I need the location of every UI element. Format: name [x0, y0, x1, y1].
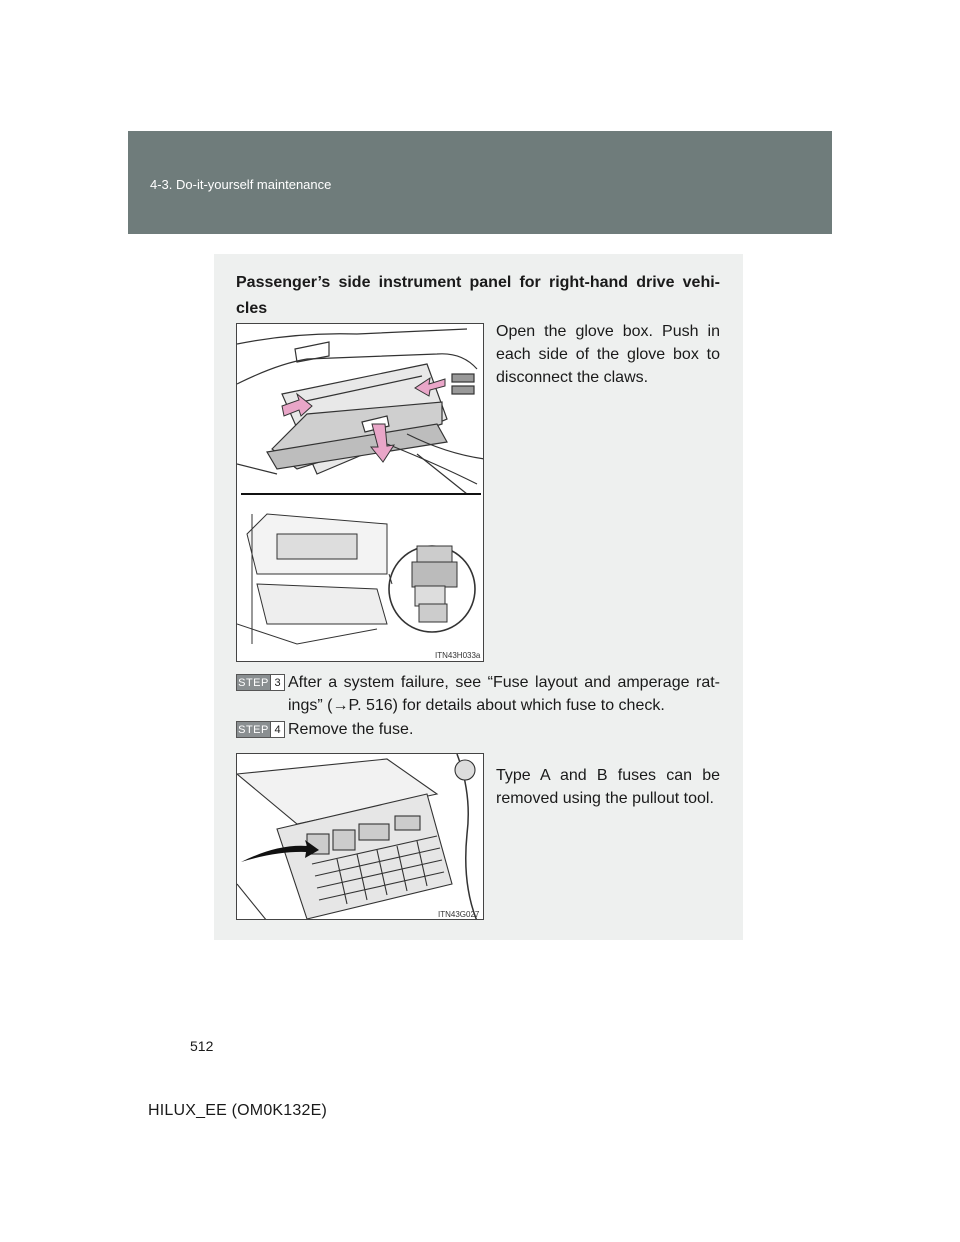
page-number: 512: [190, 1038, 214, 1054]
glove-box-drawing: [237, 324, 484, 662]
manual-footer: HILUX_EE (OM0K132E): [148, 1102, 327, 1119]
figure-code: ITN43H033a: [435, 651, 481, 660]
fuse-box-illustration: [236, 753, 484, 920]
step-text: Remove the fuse.: [288, 721, 414, 738]
panel-heading: Passenger’s side instrument panel for right-hand drive vehi-cles: [236, 274, 720, 317]
step-badge: [236, 674, 285, 691]
step-text: After a system failure, see “Fuse layout and amperage rat-ings” (→P. 516) for details about which fuse to check.: [288, 674, 720, 714]
step-number: 3: [270, 675, 284, 690]
step-label: STEP: [238, 676, 269, 689]
step-number: 4: [270, 722, 284, 737]
fuse-box-drawing: [237, 754, 484, 920]
step-label: STEP: [238, 723, 269, 736]
step-badge: [236, 721, 285, 738]
figure-code: ITN43G027: [438, 910, 480, 919]
fuse-removal-note: Type A and B fuses can be removed using the pullout tool.: [496, 767, 720, 807]
section-title: 4-3. Do-it-yourself maintenance: [150, 177, 332, 192]
glove-box-illustration: [236, 323, 484, 662]
glove-box-instruction: Open the glove box. Push in each side of the glove box to disconnect the claws.: [496, 323, 720, 386]
